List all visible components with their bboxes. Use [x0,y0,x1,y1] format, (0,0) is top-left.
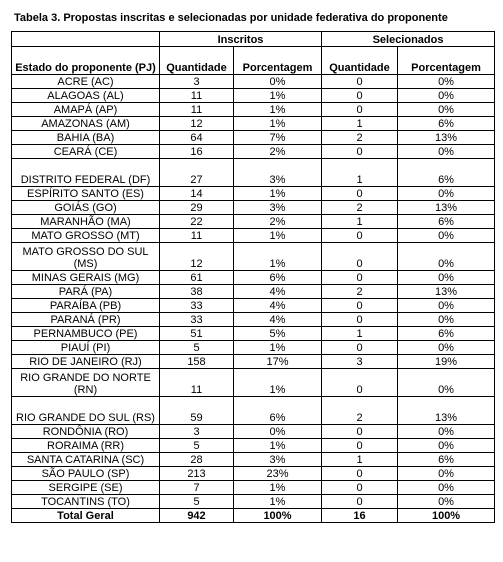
sel-porcentagem-cell: 0% [398,89,495,103]
table-row [12,187,495,201]
header-state: Estado do proponente (PJ) [12,47,160,75]
ins-quantidade-cell: 22 [160,215,234,229]
ins-porcentagem-cell: 1% [234,187,322,201]
header-corner [12,32,160,47]
ins-quantidade-cell: 12 [160,243,234,271]
sel-porcentagem-cell: 6% [398,453,495,467]
ins-quantidade-cell: 33 [160,313,234,327]
total-row [12,509,495,523]
ins-quantidade-cell: 158 [160,355,234,369]
table-caption: Tabela 3. Propostas inscritas e selecionadas por unidade federativa do proponente [14,12,448,24]
ins-quantidade-cell: 29 [160,201,234,215]
ins-quantidade-cell: 14 [160,187,234,201]
ins-porcentagem-cell: 3% [234,453,322,467]
sel-quantidade-cell: 2 [322,201,398,215]
sel-porcentagem-cell: 0% [398,369,495,397]
sel-quantidade-cell: 0 [322,187,398,201]
table-row [12,425,495,439]
sel-porcentagem-cell: 0% [398,187,495,201]
sel-porcentagem-cell: 0% [398,341,495,355]
state-cell: MATO GROSSO DO SUL (MS) [12,243,160,271]
table-row [12,285,495,299]
ins-quantidade-cell: 5 [160,341,234,355]
sel-quantidade-cell: 0 [322,103,398,117]
state-cell: MATO GROSSO (MT) [12,229,160,243]
state-cell: SÃO PAULO (SP) [12,467,160,481]
ins-porcentagem-cell: 1% [234,495,322,509]
ins-porcentagem-cell: 17% [234,355,322,369]
table-row [12,495,495,509]
state-cell: SERGIPE (SE) [12,481,160,495]
state-cell: GOIÁS (GO) [12,201,160,215]
sel-porcentagem-cell: 0% [398,271,495,285]
state-cell: RIO GRANDE DO NORTE (RN) [12,369,160,397]
table-row [12,117,495,131]
sel-porcentagem-cell: 0% [398,243,495,271]
ins-porcentagem-cell: 3% [234,159,322,187]
ins-porcentagem-cell: 4% [234,313,322,327]
sel-quantidade-cell: 0 [322,75,398,89]
state-cell: PERNAMBUCO (PE) [12,327,160,341]
total-sel-porcentagem: 100% [398,509,495,523]
sel-porcentagem-cell: 0% [398,313,495,327]
state-cell: RORAIMA (RR) [12,439,160,453]
sel-porcentagem-cell: 0% [398,467,495,481]
ins-quantidade-cell: 12 [160,117,234,131]
state-cell: RIO DE JANEIRO (RJ) [12,355,160,369]
sel-quantidade-cell: 2 [322,131,398,145]
sel-porcentagem-cell: 6% [398,159,495,187]
sel-quantidade-cell: 0 [322,243,398,271]
table-row [12,327,495,341]
ins-porcentagem-cell: 4% [234,285,322,299]
ins-porcentagem-cell: 0% [234,425,322,439]
state-cell: PARANÁ (PR) [12,313,160,327]
table-row [12,453,495,467]
sel-porcentagem-cell: 6% [398,327,495,341]
sel-porcentagem-cell: 0% [398,425,495,439]
table-row [12,201,495,215]
ins-quantidade-cell: 33 [160,299,234,313]
sel-porcentagem-cell: 19% [398,355,495,369]
sel-quantidade-cell: 2 [322,285,398,299]
ins-quantidade-cell: 11 [160,369,234,397]
ins-porcentagem-cell: 1% [234,481,322,495]
ins-porcentagem-cell: 2% [234,215,322,229]
table-row [12,467,495,481]
sel-quantidade-cell: 2 [322,397,398,425]
ins-quantidade-cell: 11 [160,89,234,103]
ins-porcentagem-cell: 1% [234,117,322,131]
total-sel-quantidade: 16 [322,509,398,523]
sel-quantidade-cell: 3 [322,355,398,369]
sel-porcentagem-cell: 13% [398,285,495,299]
sel-porcentagem-cell: 0% [398,103,495,117]
header-sel-porcentagem: Porcentagem [398,47,495,75]
ins-porcentagem-cell: 6% [234,397,322,425]
ins-quantidade-cell: 16 [160,145,234,159]
state-cell: ESPÍRITO SANTO (ES) [12,187,160,201]
header-sel-quantidade: Quantidade [322,47,398,75]
table-row [12,439,495,453]
table-row [12,145,495,159]
sel-porcentagem-cell: 6% [398,117,495,131]
table-row [12,481,495,495]
sel-porcentagem-cell: 0% [398,481,495,495]
ins-quantidade-cell: 38 [160,285,234,299]
state-cell: BAHIA (BA) [12,131,160,145]
sel-quantidade-cell: 0 [322,425,398,439]
sel-quantidade-cell: 0 [322,369,398,397]
table-row [12,299,495,313]
header-group-inscritos: Inscritos [160,32,322,47]
sel-quantidade-cell: 0 [322,229,398,243]
table-row [12,131,495,145]
sel-quantidade-cell: 0 [322,271,398,285]
ins-quantidade-cell: 3 [160,75,234,89]
header-group-selecionados: Selecionados [322,32,495,47]
ins-quantidade-cell: 213 [160,467,234,481]
state-cell: TOCANTINS (TO) [12,495,160,509]
sel-quantidade-cell: 1 [322,453,398,467]
sel-porcentagem-cell: 6% [398,215,495,229]
sel-porcentagem-cell: 0% [398,299,495,313]
ins-porcentagem-cell: 6% [234,271,322,285]
sel-quantidade-cell: 0 [322,467,398,481]
state-cell: PIAUÍ (PI) [12,341,160,355]
state-cell: MARANHÃO (MA) [12,215,160,229]
state-cell: CEARÁ (CE) [12,145,160,159]
sel-porcentagem-cell: 13% [398,397,495,425]
header-ins-quantidade: Quantidade [160,47,234,75]
table-body [12,75,495,509]
ins-porcentagem-cell: 3% [234,201,322,215]
state-cell: PARAÍBA (PB) [12,299,160,313]
total-ins-porcentagem: 100% [234,509,322,523]
state-cell: AMAZONAS (AM) [12,117,160,131]
table-row [12,159,495,187]
ins-porcentagem-cell: 1% [234,369,322,397]
state-cell: DISTRITO FEDERAL (DF) [12,159,160,187]
sel-porcentagem-cell: 0% [398,439,495,453]
ins-quantidade-cell: 59 [160,397,234,425]
total-ins-quantidade: 942 [160,509,234,523]
header-ins-porcentagem: Porcentagem [234,47,322,75]
ins-quantidade-cell: 64 [160,131,234,145]
sel-quantidade-cell: 1 [322,117,398,131]
table-row [12,229,495,243]
ins-porcentagem-cell: 23% [234,467,322,481]
ins-quantidade-cell: 5 [160,439,234,453]
sel-quantidade-cell: 1 [322,327,398,341]
sel-quantidade-cell: 0 [322,481,398,495]
sel-quantidade-cell: 0 [322,439,398,453]
table-row [12,89,495,103]
ins-quantidade-cell: 27 [160,159,234,187]
sel-quantidade-cell: 0 [322,341,398,355]
sel-quantidade-cell: 1 [322,215,398,229]
ins-quantidade-cell: 3 [160,425,234,439]
ins-quantidade-cell: 28 [160,453,234,467]
sel-porcentagem-cell: 0% [398,145,495,159]
total-label: Total Geral [12,509,160,523]
state-cell: MINAS GERAIS (MG) [12,271,160,285]
ins-quantidade-cell: 61 [160,271,234,285]
state-cell: AMAPÁ (AP) [12,103,160,117]
sel-quantidade-cell: 0 [322,495,398,509]
state-cell: SANTA CATARINA (SC) [12,453,160,467]
ins-porcentagem-cell: 0% [234,75,322,89]
sel-porcentagem-cell: 0% [398,495,495,509]
ins-porcentagem-cell: 4% [234,299,322,313]
ins-porcentagem-cell: 2% [234,145,322,159]
state-cell: RONDÔNIA (RO) [12,425,160,439]
state-proposals-table [11,31,495,523]
table-row [12,369,495,397]
ins-quantidade-cell: 11 [160,229,234,243]
sel-quantidade-cell: 0 [322,89,398,103]
ins-porcentagem-cell: 1% [234,341,322,355]
state-cell: RIO GRANDE DO SUL (RS) [12,397,160,425]
table-row [12,243,495,271]
sel-porcentagem-cell: 0% [398,75,495,89]
ins-porcentagem-cell: 1% [234,243,322,271]
table-row [12,103,495,117]
table-row [12,397,495,425]
sel-quantidade-cell: 1 [322,159,398,187]
sel-quantidade-cell: 0 [322,299,398,313]
table-row [12,271,495,285]
ins-quantidade-cell: 7 [160,481,234,495]
table-row [12,215,495,229]
state-cell: PARÁ (PA) [12,285,160,299]
ins-quantidade-cell: 51 [160,327,234,341]
ins-quantidade-cell: 11 [160,103,234,117]
sel-porcentagem-cell: 13% [398,201,495,215]
table-row [12,341,495,355]
sel-porcentagem-cell: 0% [398,229,495,243]
ins-porcentagem-cell: 1% [234,439,322,453]
ins-porcentagem-cell: 1% [234,89,322,103]
state-cell: ALAGOAS (AL) [12,89,160,103]
ins-porcentagem-cell: 5% [234,327,322,341]
ins-porcentagem-cell: 1% [234,229,322,243]
table-row [12,313,495,327]
table-row [12,355,495,369]
ins-porcentagem-cell: 7% [234,131,322,145]
table-row [12,75,495,89]
sel-quantidade-cell: 0 [322,145,398,159]
sel-quantidade-cell: 0 [322,313,398,327]
state-cell: ACRE (AC) [12,75,160,89]
sel-porcentagem-cell: 13% [398,131,495,145]
ins-porcentagem-cell: 1% [234,103,322,117]
ins-quantidade-cell: 5 [160,495,234,509]
